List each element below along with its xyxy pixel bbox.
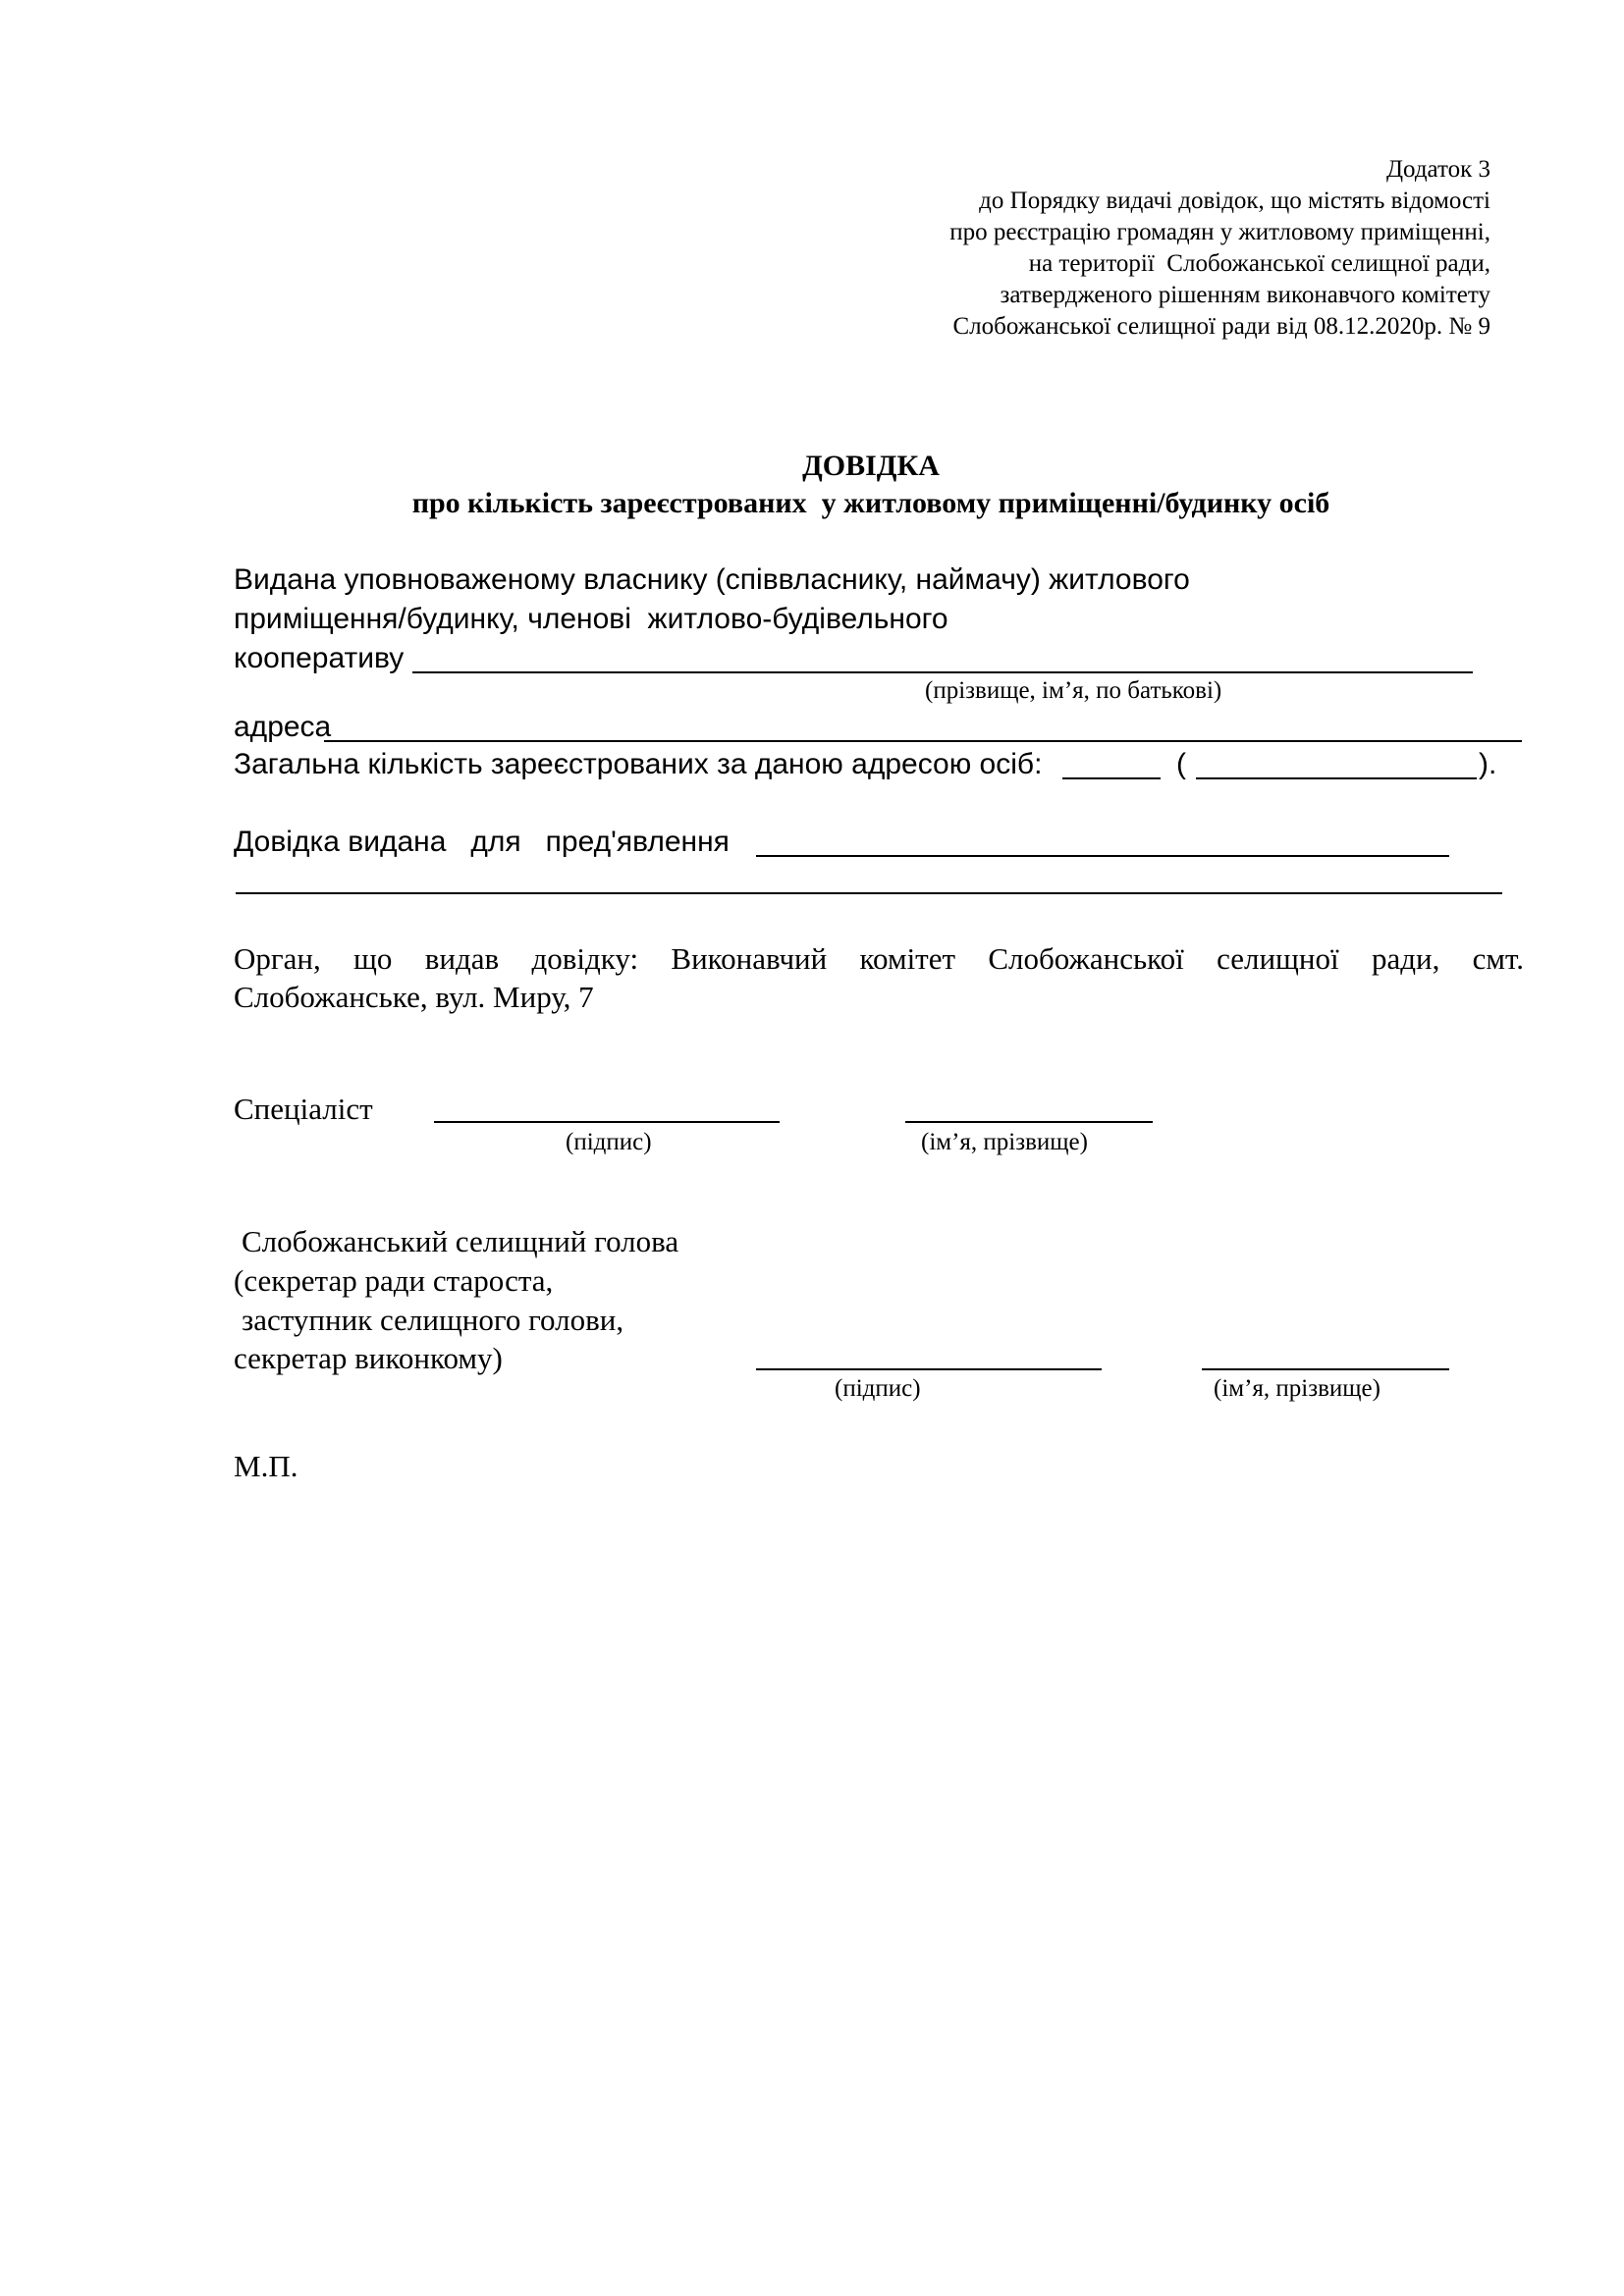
specialist-name-hint: (ім’я, прізвище): [921, 1129, 1088, 1155]
address-label: адреса: [234, 711, 332, 743]
total-count-words-field[interactable]: [1196, 777, 1477, 779]
specialist-name-field[interactable]: [905, 1121, 1153, 1123]
address-field[interactable]: [324, 740, 1522, 742]
document-title: ДОВІДКА: [802, 450, 940, 482]
specialist-signature-hint: (підпис): [566, 1129, 652, 1155]
owner-name-field[interactable]: [412, 671, 1473, 673]
annex-line-3: про реєстрацію громадян у житловому приміщенні,: [949, 219, 1490, 245]
issued-to-line-2: приміщення/будинку, членові житлово-будівельного: [234, 603, 948, 635]
head-title-line-3: заступник селищного голови,: [242, 1303, 624, 1337]
purpose-field-line-2[interactable]: [236, 892, 1502, 894]
head-title-line-1: Слобожанський селищний голова: [242, 1224, 679, 1258]
annex-line-4: на території Слобожанської селищної ради,: [1028, 250, 1490, 277]
head-signature-field[interactable]: [756, 1368, 1102, 1370]
total-count-open-paren: (: [1176, 748, 1186, 780]
annex-line-2: до Порядку видачі довідок, що містять відомості: [979, 187, 1490, 214]
annex-line-1: Додаток 3: [1386, 156, 1490, 183]
purpose-field-line-1[interactable]: [756, 855, 1449, 857]
issued-to-line-3-label: кооперативу: [234, 642, 405, 674]
annex-line-5: затвердженого рішенням виконавчого комітету: [1000, 282, 1490, 308]
issued-to-line-1: Видана уповноваженому власнику (співвласнику, наймачу) житлового: [234, 563, 1190, 596]
head-name-hint: (ім’я, прізвище): [1214, 1375, 1380, 1402]
issuer-text-line-2: Слобожанське, вул. Миру, 7: [234, 980, 594, 1014]
specialist-signature-field[interactable]: [434, 1121, 780, 1123]
head-name-field[interactable]: [1202, 1368, 1449, 1370]
head-title-line-4: секретар виконкому): [234, 1341, 503, 1375]
total-count-close-paren: ).: [1479, 748, 1497, 780]
owner-name-hint: (прізвище, ім’я, по батькові): [925, 677, 1222, 704]
head-signature-hint: (підпис): [835, 1375, 921, 1402]
head-title-line-2: (секретар ради староста,: [234, 1263, 554, 1298]
total-count-label: Загальна кількість зареєстрованих за даною адресою осіб:: [234, 748, 1043, 780]
purpose-label: Довідка видана для пред'явлення: [234, 826, 730, 858]
annex-line-6: Слобожанської селищної ради від 08.12.2020р. № 9: [952, 313, 1490, 340]
specialist-label: Спеціаліст: [234, 1092, 373, 1126]
document-subtitle: про кількість зареєстрованих у житловому приміщенні/будинку осіб: [411, 487, 1330, 519]
total-count-number-field[interactable]: [1062, 777, 1161, 779]
stamp-place-label: М.П.: [234, 1449, 298, 1483]
issuer-text: Орган, що видав довідку: Виконавчий комітет Слобожанської селищної ради, смт.: [234, 941, 1524, 976]
